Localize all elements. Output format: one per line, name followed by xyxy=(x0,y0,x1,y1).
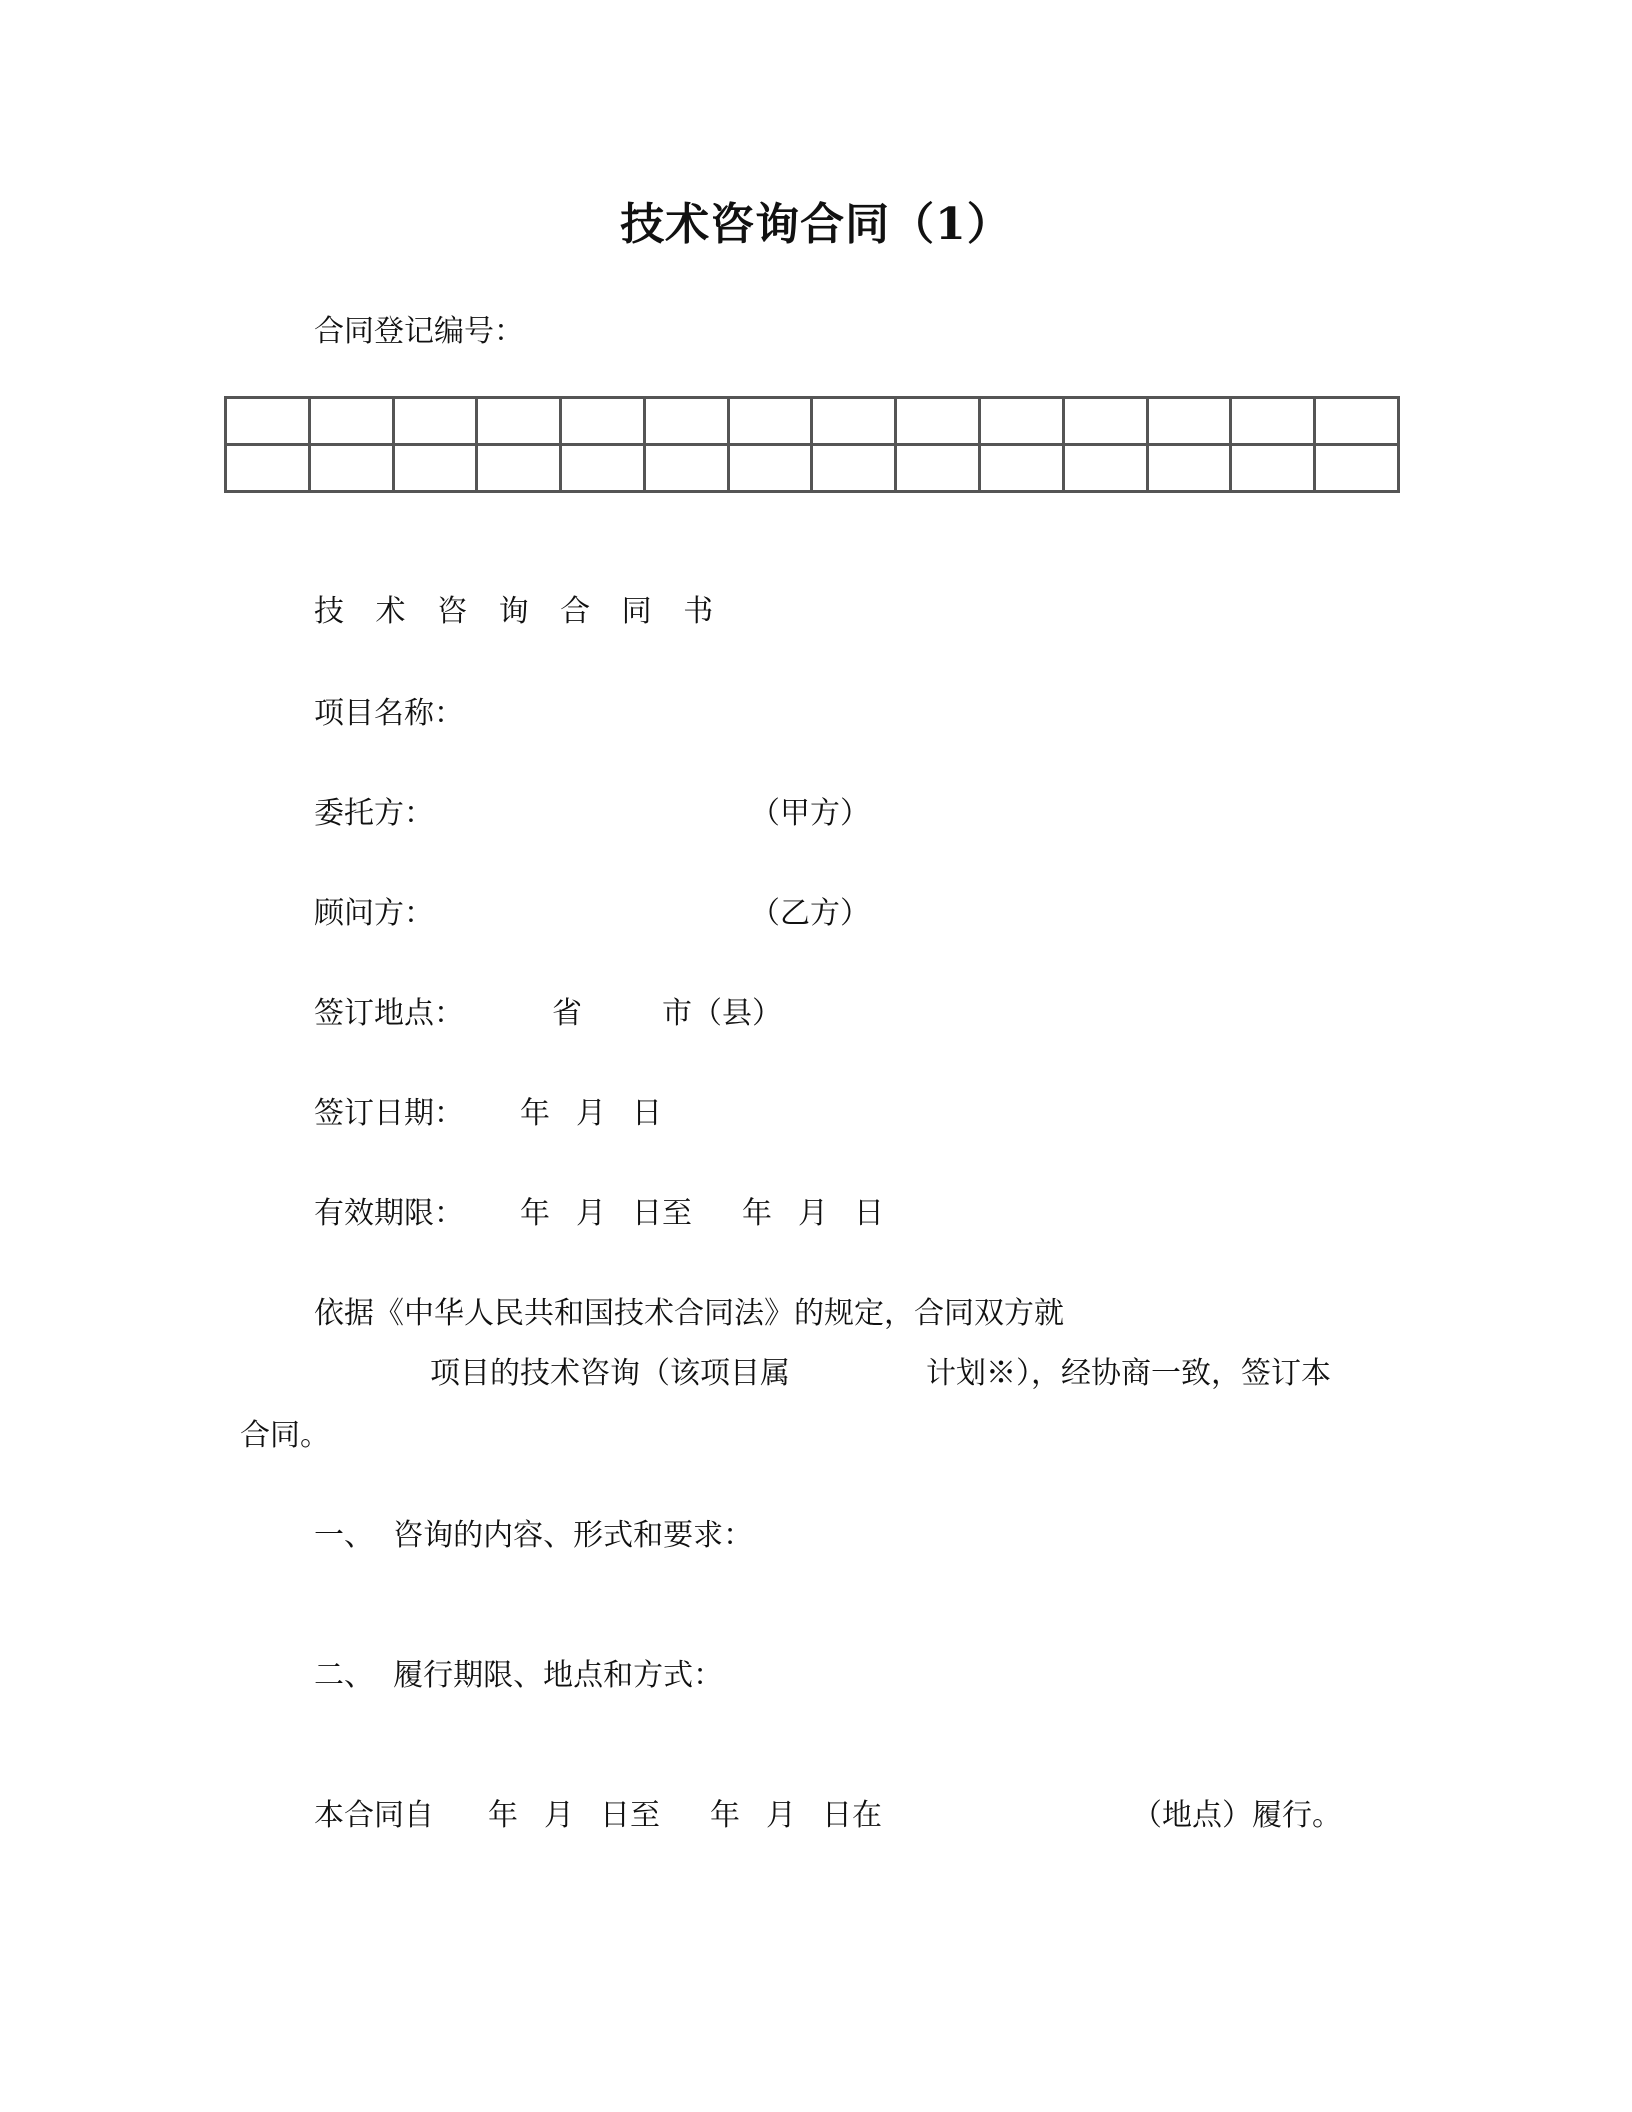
grid-cell xyxy=(393,398,477,445)
grid-cell xyxy=(1315,398,1399,445)
sign-date-month: 月 xyxy=(576,1096,606,1131)
consultant-role: （乙方） xyxy=(750,896,870,931)
grid-cell xyxy=(1231,445,1315,492)
validity-label: 有效期限： xyxy=(314,1196,464,1231)
grid-cell xyxy=(1063,445,1147,492)
performance-start-month: 月 xyxy=(544,1798,574,1833)
grid-cell xyxy=(309,398,393,445)
document-title: 技术咨询合同（1） xyxy=(620,199,1012,250)
grid-cell xyxy=(980,445,1064,492)
client-role: （甲方） xyxy=(750,796,870,831)
performance-prefix: 本合同自 xyxy=(314,1798,434,1833)
consultant-label: 顾问方： xyxy=(314,896,434,931)
grid-cell xyxy=(728,398,812,445)
section-2-heading: 二、 履行期限、地点和方式： xyxy=(314,1658,724,1693)
sign-place-label: 签订地点： xyxy=(314,996,464,1031)
sign-date-year: 年 xyxy=(520,1096,550,1131)
validity-start-month: 月 xyxy=(576,1196,606,1231)
validity-end-month: 月 xyxy=(798,1196,828,1231)
grid-cell xyxy=(1063,398,1147,445)
performance-start-year: 年 xyxy=(488,1798,518,1833)
performance-end-year: 年 xyxy=(710,1798,740,1833)
performance-start-day-to: 日至 xyxy=(600,1798,660,1833)
grid-cell xyxy=(1231,398,1315,445)
intro-paragraph-line3: 合同。 xyxy=(240,1418,330,1453)
grid-cell xyxy=(728,445,812,492)
grid-row xyxy=(226,398,1399,445)
sign-date-day: 日 xyxy=(632,1096,662,1131)
registration-number-grid xyxy=(224,396,1400,493)
client-label: 委托方： xyxy=(314,796,434,831)
validity-start-year: 年 xyxy=(520,1196,550,1231)
grid-cell xyxy=(477,398,561,445)
grid-cell xyxy=(393,445,477,492)
grid-cell xyxy=(561,398,645,445)
grid-cell xyxy=(812,398,896,445)
performance-location-suffix: （地点）履行。 xyxy=(1132,1798,1342,1833)
performance-end-month: 月 xyxy=(766,1798,796,1833)
sign-date-label: 签订日期： xyxy=(314,1096,464,1131)
grid-cell xyxy=(309,445,393,492)
intro-paragraph-line2-part2: 计划※），经协商一致，签订本 xyxy=(926,1356,1331,1391)
grid-cell xyxy=(896,445,980,492)
grid-cell xyxy=(561,445,645,492)
grid-cell xyxy=(1315,445,1399,492)
intro-paragraph-line2-part1: 项目的技术咨询（该项目属 xyxy=(430,1356,790,1391)
grid-cell xyxy=(1147,398,1231,445)
intro-paragraph-line1: 依据《中华人民共和国技术合同法》的规定，合同双方就 xyxy=(314,1296,1064,1331)
province-unit: 省 xyxy=(552,996,582,1031)
validity-start-day-to: 日至 xyxy=(632,1196,692,1231)
grid-cell xyxy=(644,398,728,445)
project-name-label: 项目名称： xyxy=(314,696,464,731)
performance-end-day-at: 日在 xyxy=(822,1798,882,1833)
grid-cell xyxy=(226,398,310,445)
grid-cell xyxy=(1147,445,1231,492)
section-1-heading: 一、 咨询的内容、形式和要求： xyxy=(314,1518,754,1553)
validity-end-year: 年 xyxy=(742,1196,772,1231)
registration-number-label: 合同登记编号： xyxy=(314,314,524,349)
grid-cell xyxy=(477,445,561,492)
grid-cell xyxy=(896,398,980,445)
contract-book-title: 技 术 咨 询 合 同 书 xyxy=(314,594,714,629)
grid-row xyxy=(226,445,1399,492)
validity-end-day: 日 xyxy=(854,1196,884,1231)
grid-cell xyxy=(644,445,728,492)
grid-cell xyxy=(980,398,1064,445)
city-county-unit: 市（县） xyxy=(662,996,782,1031)
grid-cell xyxy=(226,445,310,492)
grid-cell xyxy=(812,445,896,492)
